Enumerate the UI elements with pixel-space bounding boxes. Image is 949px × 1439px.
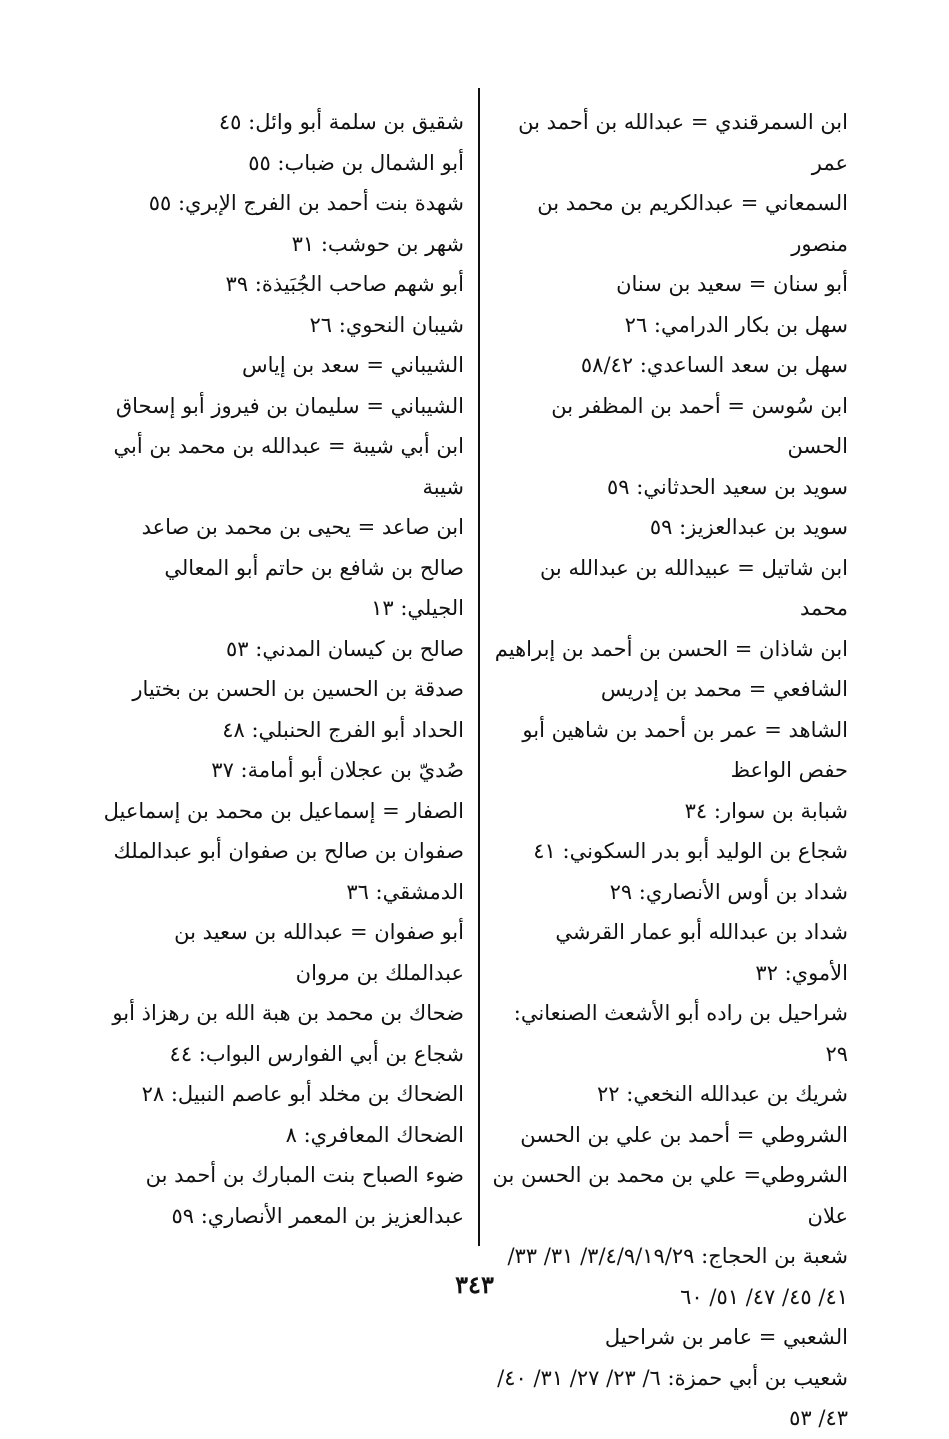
index-entry: شقيق بن سلمة أبو وائل: ٤٥: [218, 110, 464, 134]
index-entry: شريك بن عبدالله النخعي: ٢٢: [597, 1082, 848, 1106]
index-entry: ابن السمرقندي = عبدالله بن أحمد بن عمر: [518, 110, 848, 175]
index-entry: شيبان النحوي: ٢٦: [309, 312, 464, 337]
index-entry: سويد بن سعيد الحدثاني: ٥٩: [607, 474, 848, 499]
index-entry: شبابة بن سوار: ٣٤: [684, 798, 848, 823]
index-entry: الشروطي= علي بن محمد بن الحسن بن علان: [492, 1163, 848, 1228]
index-entry: شداد بن عبدالله أبو عمار القرشي الأموي: ٣٢: [555, 920, 848, 985]
index-entry: سهل بن بكار الدرامي: ٢٦: [624, 312, 848, 337]
index-entry: شجاع بن الوليد أبو بدر السكوني: ٤١: [533, 839, 848, 863]
index-entry: ابن سُوسن = أحمد بن المظفر بن الحسن: [551, 393, 848, 458]
index-entry: شراحيل بن راده أبو الأشعث الصنعاني: ٢٩: [513, 1001, 848, 1066]
index-entry: الضحاك بن مخلد أبو عاصم النبيل: ٢٨: [141, 1082, 464, 1106]
index-entry: ابن صاعد = يحيى بن محمد بن صاعد: [141, 515, 464, 539]
index-entry: ابن شاتيل = عبيدالله بن عبدالله بن محمد: [539, 555, 848, 620]
index-entry: صالح بن كيسان المدني: ٥٣: [226, 636, 464, 661]
index-entry: الضحاك المعافري: ٨: [285, 1122, 464, 1147]
index-entry: سهل بن سعد الساعدي: ٥٨/٤٢: [580, 353, 848, 377]
right-column: [490, 102, 848, 1439]
index-entry: صُديّ بن عجلان أبو أمامة: ٣٧: [211, 758, 464, 782]
index-entry: شعبة بن الحجاج: ٣/٤/٩/١٩/٢٩/ ٣١/ ٣٣/ ٤١/ ٤٥/ ٤٧/ ٥١/ ٦٠: [507, 1244, 848, 1309]
index-entry: أبو سنان = سعيد بن سنان: [616, 272, 848, 296]
index-entry: ضوء الصباح بنت المبارك بن أحمد بن عبدالعزيز بن المعمر الأنصاري: ٥٩: [145, 1163, 464, 1228]
index-entry: الصفار = إسماعيل بن محمد بن إسماعيل: [103, 798, 464, 823]
page-number: ٣٤٣: [455, 1270, 494, 1299]
index-entry: الشروطي = أحمد بن علي بن الحسن: [520, 1122, 848, 1147]
index-entry: الشاهد = عمر بن أحمد بن شاهين أبو حفص الواعظ: [522, 717, 848, 782]
index-entry: صدقة بن الحسين بن الحسن بن بختيار الحداد أبو الفرج الحنبلي: ٤٨: [132, 677, 464, 742]
column-divider: [478, 88, 480, 1246]
index-entry: أبو صفوان = عبدالله بن سعيد بن عبدالملك بن مروان: [174, 920, 464, 985]
index-entry: شعيب بن أبي حمزة: ٦/ ٢٣/ ٢٧/ ٣١/ ٤٠/ ٤٣/ ٥٣: [497, 1365, 848, 1430]
index-entry: شهدة بنت أحمد بن الفرج الإبري: ٥٥: [148, 191, 464, 215]
index-entry: صفوان بن صالح بن صفوان أبو عبدالملك الدمشقي: ٣٦: [113, 839, 464, 904]
index-entry: السمعاني = عبدالكريم بن محمد بن منصور: [537, 191, 848, 256]
index-entry: الشيباني = سعد بن إياس: [242, 353, 464, 377]
index-entry: أبو شهم صاحب الجُبَيذة: ٣٩: [225, 272, 464, 296]
index-entry: ابن أبي شيبة = عبدالله بن محمد بن أبي شيبة: [113, 434, 464, 499]
index-entry: ضحاك بن محمد بن هبة الله بن رهزاذ أبو شجاع بن أبي الفوارس البواب: ٤٤: [112, 1001, 464, 1066]
index-entry: شداد بن أوس الأنصاري: ٢٩: [609, 879, 848, 904]
index-entry: أبو الشمال بن ضباب: ٥٥: [248, 150, 464, 175]
index-entry: الشافعي = محمد بن إدريس: [600, 677, 848, 701]
index-entry: الشيباني = سليمان بن فيروز أبو إسحاق: [115, 393, 464, 418]
left-column: [102, 102, 464, 1236]
index-entry: ابن شاذان = الحسن بن أحمد بن إبراهيم: [494, 636, 848, 661]
index-entry: صالح بن شافع بن حاتم أبو المعالي الجيلي: ١٣: [164, 555, 464, 620]
index-entry: سويد بن عبدالعزيز: ٥٩: [649, 515, 848, 539]
index-entry: الشعبي = عامر بن شراحيل: [604, 1325, 848, 1349]
index-entry: شهر بن حوشب: ٣١: [291, 231, 464, 256]
